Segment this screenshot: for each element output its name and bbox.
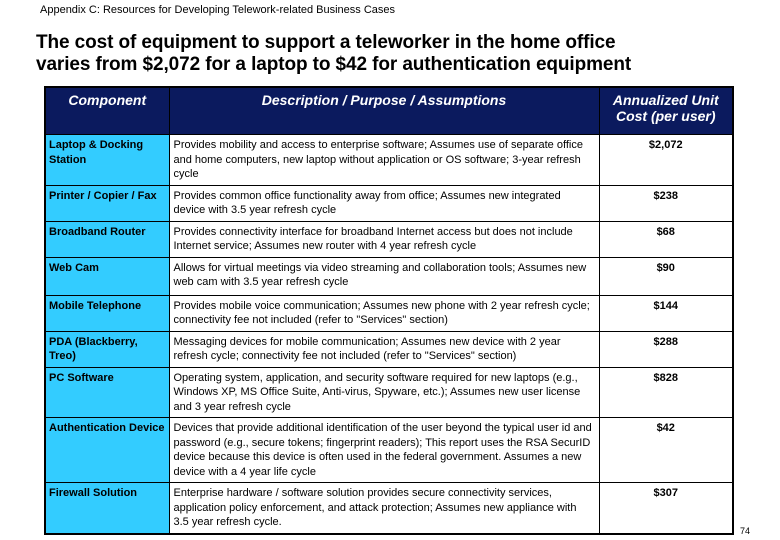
cost-cell: $90 (599, 257, 733, 295)
component-cell: Mobile Telephone (45, 295, 169, 331)
description-cell: Provides common office functionality away from office; Assumes new integrated device with 3.5 year refresh cycle (169, 185, 599, 221)
slide-title (36, 32, 631, 76)
cost-cell: $238 (599, 185, 733, 221)
description-cell: Provides mobility and access to enterprise software; Assumes use of separate office and home computers, new laptop without application or OS software; 3-year refresh cycle (169, 135, 599, 186)
table-row (45, 221, 733, 257)
description-cell: Devices that provide additional identification of the user beyond the typical user id and password (e.g., secure tokens; fingerprint readers); This report uses the RSA SecurID device because this device is often used in the federal government. Assumes a new device with a 4 year life cycle (169, 418, 599, 483)
cost-cell: $307 (599, 483, 733, 534)
component-cell: Printer / Copier / Fax (45, 185, 169, 221)
table-row (45, 257, 733, 295)
cost-cell: $42 (599, 418, 733, 483)
cost-cell: $288 (599, 331, 733, 367)
column-header-component: Component (45, 87, 169, 135)
component-cell: PC Software (45, 367, 169, 418)
component-cell: Authentication Device (45, 418, 169, 483)
description-cell: Enterprise hardware / software solution provides secure connectivity services, application policy enforcement, and attack protection; Assumes new appliance with 3.5 year refresh cycle. (169, 483, 599, 534)
column-header-description: Description / Purpose / Assumptions (169, 87, 599, 135)
cost-cell: $144 (599, 295, 733, 331)
table-row (45, 135, 733, 186)
equipment-cost-table (44, 86, 734, 535)
component-cell: Broadband Router (45, 221, 169, 257)
table-row (45, 185, 733, 221)
description-cell: Provides connectivity interface for broadband Internet access but does not include Internet service; Assumes new router with 4 year refresh cycle (169, 221, 599, 257)
table-row (45, 367, 733, 418)
title-line-2: varies from $2,072 for a laptop to $42 for authentication equipment (36, 54, 632, 75)
table-header-row (45, 87, 733, 135)
description-cell: Provides mobile voice communication; Assumes new phone with 2 year refresh cycle; connectivity fee not included (refer to "Services" section) (169, 295, 599, 331)
description-cell: Allows for virtual meetings via video streaming and collaboration tools; Assumes new web cam with 3.5 year refresh cycle (169, 257, 599, 295)
description-cell: Messaging devices for mobile communication; Assumes new device with 2 year refresh cycle; connectivity fee not included (refer to "Services" section) (169, 331, 599, 367)
appendix-label: Appendix C: Resources for Developing Telework-related Business Cases (40, 4, 396, 16)
page-number: 74 (739, 526, 750, 536)
column-header-cost: Annualized Unit Cost (per user) (599, 87, 733, 135)
component-cell: Firewall Solution (45, 483, 169, 534)
cost-cell: $828 (599, 367, 733, 418)
component-cell: Web Cam (45, 257, 169, 295)
cost-cell: $2,072 (599, 135, 733, 186)
table-row (45, 331, 733, 367)
component-cell: Laptop & Docking Station (45, 135, 169, 186)
table-row (45, 295, 733, 331)
description-cell: Operating system, application, and security software required for new laptops (e.g., Windows XP, MS Office Suite, Anti-virus, Spyware, etc.); Assumes new user license and 3 year refresh cycle (169, 367, 599, 418)
title-line-1: The cost of equipment to support a teleworker in the home office (36, 32, 616, 53)
component-cell: PDA (Blackberry, Treo) (45, 331, 169, 367)
table-row (45, 418, 733, 483)
table-row (45, 483, 733, 534)
cost-cell: $68 (599, 221, 733, 257)
